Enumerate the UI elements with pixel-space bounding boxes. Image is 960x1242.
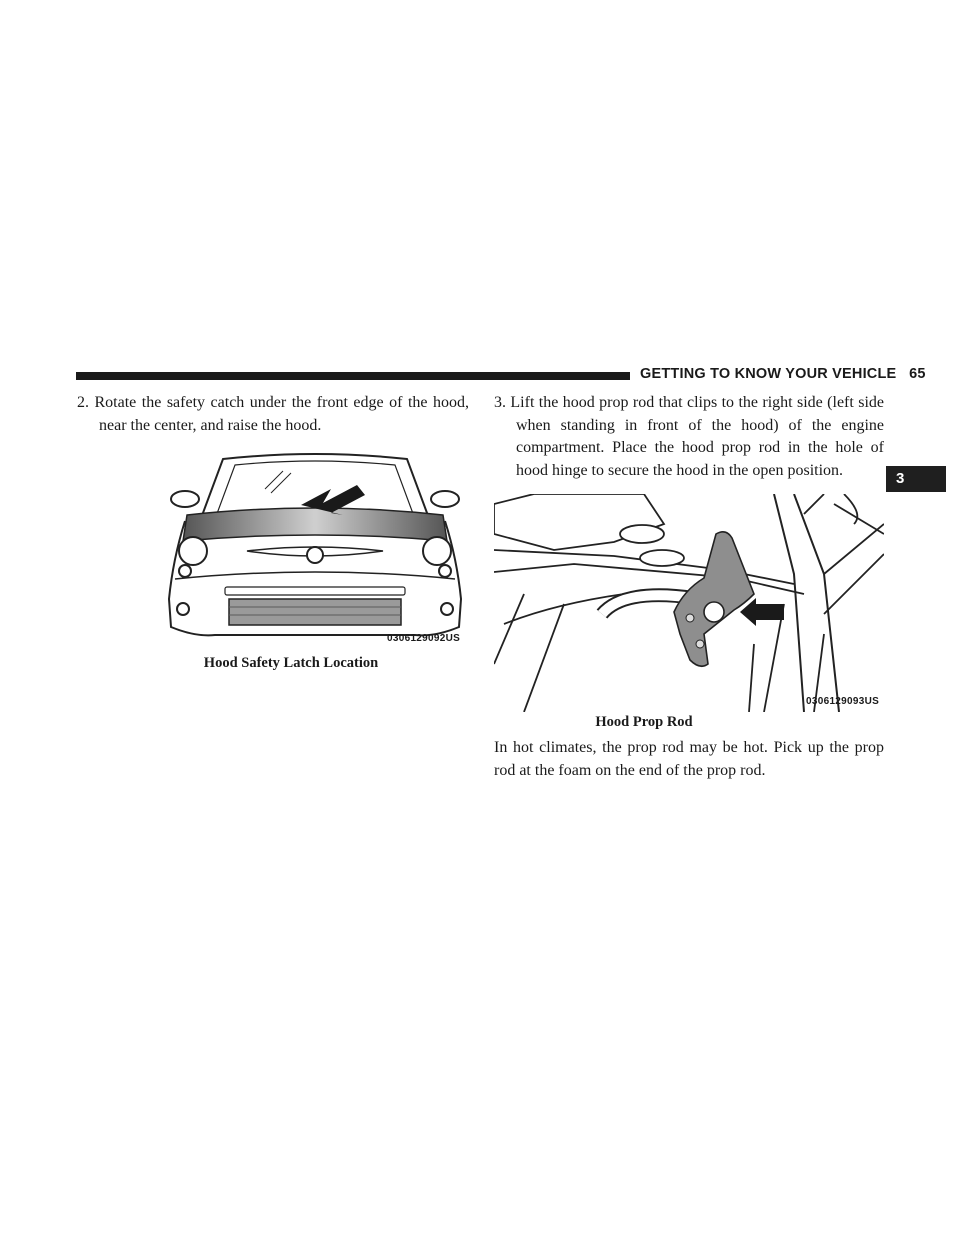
hood-highlight — [183, 508, 447, 541]
hood-latch-figure — [155, 449, 475, 647]
hood-hinge — [674, 532, 754, 667]
car-front-illustration — [155, 449, 475, 647]
prop-rod-illustration — [494, 494, 884, 712]
right-column — [494, 392, 884, 782]
step-3-text: 3. Lift the hood prop rod that clips to the right side (left side when standing in front of the hood) of the engine compartment. Place the hood prop rod in the hole of hood hinge to secure the hood in the open position. — [494, 394, 884, 479]
figure-caption: Hood Prop Rod — [595, 714, 693, 730]
arrow-icon — [740, 598, 784, 626]
hot-climate-note: In hot climates, the prop rod may be hot. Pick up the prop rod at the foam on the end of the prop rod. — [494, 739, 884, 779]
running-header: GETTING TO KNOW YOUR VEHICLE 65 — [640, 366, 926, 382]
figure-code: 0306129093US — [806, 696, 880, 707]
step-2-text: 2. Rotate the safety catch under the front edge of the hood, near the center, and raise the hood. — [77, 394, 469, 434]
figure-caption: Hood Safety Latch Location — [203, 655, 379, 671]
figure-code: 0306129092US — [387, 633, 461, 644]
chapter-tab: 3 — [886, 466, 946, 492]
header-rule — [76, 372, 630, 380]
hood-prop-rod-figure — [494, 494, 884, 712]
left-column — [77, 392, 469, 672]
